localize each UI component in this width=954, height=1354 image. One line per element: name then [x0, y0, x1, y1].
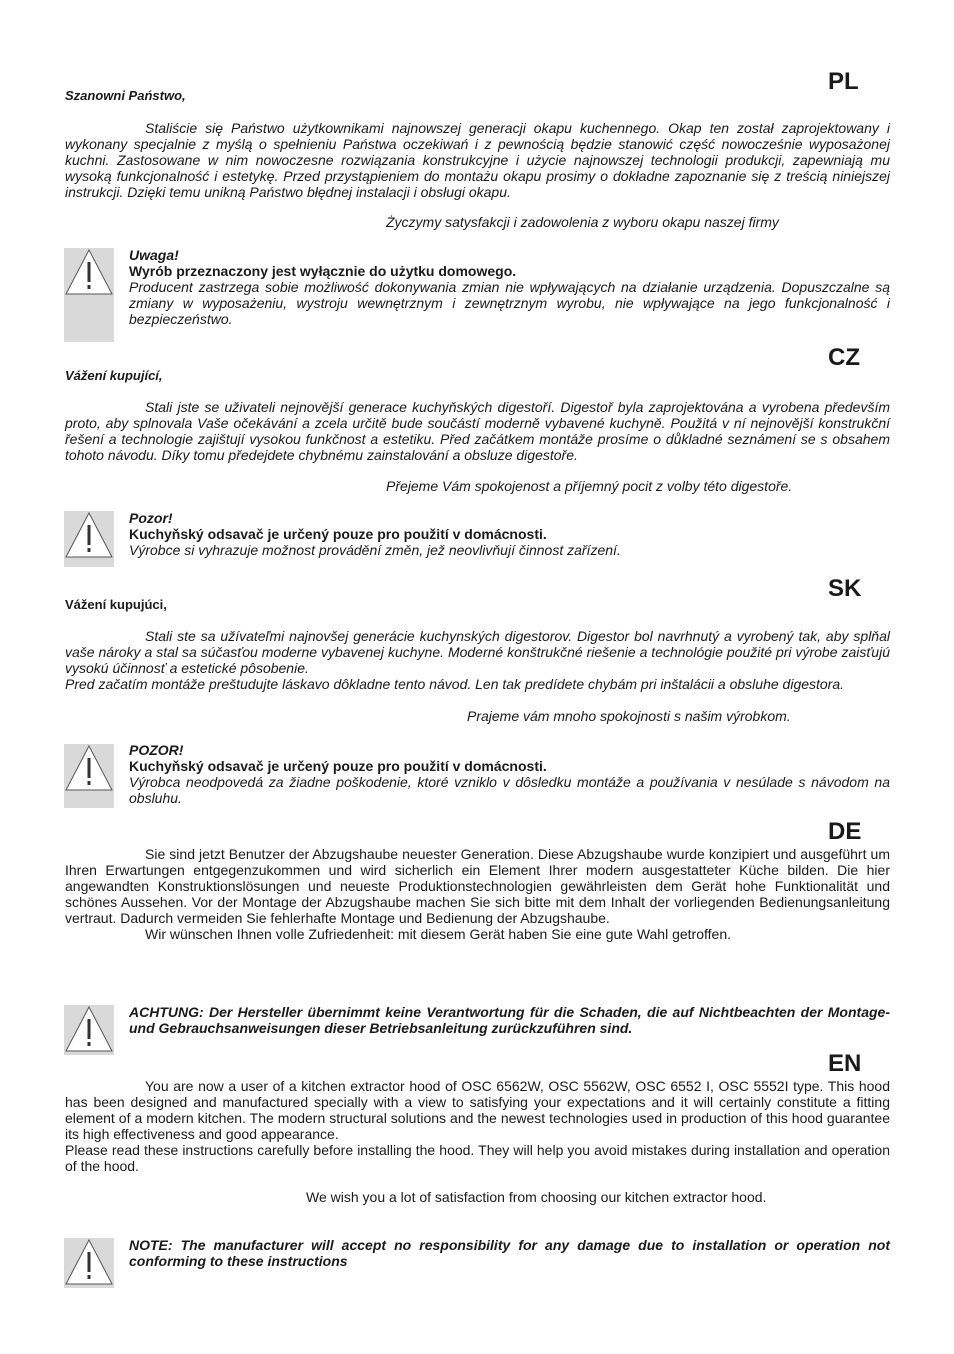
- warning-text-de: ACHTUNG: Der Hersteller übernimmt keine Verantwortung für die Schaden, die auf Nichtbeachten der Montage- und Gebrauchsanweisungen dieser Betriebsanleitung zurückzuführen sind.: [129, 1004, 890, 1036]
- warning-triangle-icon: [64, 511, 114, 561]
- warning-text-cz: Výrobce si vyhrazuje možnost provádění změn, jež neovlivňují činnost zařízení.: [129, 542, 621, 558]
- warning-box-cz: [64, 511, 114, 567]
- warning-box-en: [64, 1238, 114, 1288]
- intro-paragraph-en: [65, 1078, 890, 1174]
- wish-sk: Prajeme vám mnoho spokojnosti s našim výrobkom.: [467, 708, 791, 724]
- language-code-de: DE: [828, 818, 862, 845]
- intro-text-cz: Stali jste se uživateli nejnovější generace kuchyňských digestoří. Digestoř byla zaprojektována a vyrobena především proto, aby splnovala Vaše očekávání a zcela určitě bude součástí moderně vybavené kuchyně. Použitá v ní nejnovější konstrukční řešení a technologie zajištují vysokou funkčnost a estetiku. Před začátkem montáže prosíme o důkladné seznámení se s obsahem tohoto návodu. Díky tomu předejdete chybnému zainstalování a obsluze digestoře.: [65, 399, 890, 463]
- intro-paragraph-sk: [65, 628, 890, 692]
- intro-text-pl: Staliście się Państwo użytkownikami najnowszej generacji okapu kuchennego. Okap ten został zaprojektowany i wykonany specjalnie z myślą o spełnieniu Państwa oczekiwań i z pewnością będzie stanowić część nowocześnie wyposażonej kuchni. Zastosowane w nim nowoczesne rozwiązania konstrukcyjne i użycie najnowszej technologii produkcji, zapewniają mu wysoką funkcjonalność i estetykę. Przed przystąpieniem do montażu okapu prosimy o dokładne zapoznanie się z treścią niniejszej instrukcji. Dzięki temu unikną Państwo błędnej instalacji i obsługi okapu.: [65, 120, 890, 200]
- warning-triangle-icon: [64, 248, 114, 298]
- warning-note-sk: [129, 742, 890, 806]
- language-code-pl: PL: [828, 68, 859, 95]
- language-code-cz: CZ: [828, 344, 860, 371]
- intro-paragraph-pl: [65, 120, 890, 200]
- wish-pl: Życzymy satysfakcji i zadowolenia z wyboru okapu naszej firmy: [386, 214, 779, 230]
- greeting-pl: Szanowni Państwo,: [65, 88, 186, 103]
- warning-box-pl: [64, 248, 114, 342]
- intro-paragraph-cz: [65, 399, 890, 463]
- greeting-cz: Vážení kupující,: [65, 368, 163, 383]
- warning-title-cz: Pozor!: [129, 510, 173, 526]
- warning-bold-sk: Kuchyňský odsavač je určený pouze pro použití v domácnosti.: [129, 758, 547, 774]
- warning-triangle-icon: [64, 1238, 114, 1288]
- language-code-en: EN: [828, 1050, 862, 1077]
- intro-text-sk-2: Pred začatím montáže preštudujte láskavo dôkladne tento návod. Len tak predídete chybám pri inštalácii a obsluhe digestora.: [65, 676, 845, 692]
- warning-bold-pl: Wyrób przeznaczony jest wyłącznie do użytku domowego.: [129, 263, 517, 279]
- greeting-sk: Vážení kupujúci,: [65, 597, 167, 612]
- warning-bold-cz: Kuchyňský odsavač je určený pouze pro použití v domácnosti.: [129, 526, 547, 542]
- warning-box-de: [64, 1005, 114, 1055]
- warning-triangle-icon: [64, 744, 114, 794]
- intro-text-sk: Stali ste sa užívateľmi najnovšej generácie kuchynských digestorov. Digestor bol navrhnutý a vyrobený tak, aby splňal vaše nároky a stal sa súčasťou moderne vybavenej kuchyne. Moderné konštrukčné riešenie a technológie použité pri výrobe zaisťujú vysokú účinnosť a estetické pôsobenie.: [65, 628, 890, 676]
- warning-text-sk: Výrobca neodpovedá za žiadne poškodenie, ktoré vzniklo v dôsledku montáže a používania v nesúlade s návodom na obsluhu.: [129, 774, 890, 806]
- wish-en: We wish you a lot of satisfaction from choosing our kitchen extractor hood.: [306, 1189, 767, 1205]
- intro-paragraph-de: [65, 846, 890, 942]
- intro-text-en: You are now a user of a kitchen extractor hood of OSC 6562W, OSC 5562W, OSC 6552 I, OSC 5552I type. This hood has been designed and manufactured specially with a view to satisfying your expectations and it will certainly constitute a fitting element of a modern kitchen. The modern structural solutions and the newest technologies used in production of this hood guarantee its high effectiveness and good appearance.: [65, 1078, 890, 1142]
- warning-note-de: [129, 1004, 890, 1036]
- warning-note-en: [129, 1237, 890, 1269]
- language-code-sk: SK: [828, 575, 862, 602]
- warning-text-pl: Producent zastrzega sobie możliwość dokonywania zmian nie wpływających na działanie urządzenia. Dopuszczalne są zmiany w wyposażeniu, wystroju wewnętrznym i zewnętrznym wyrobu, nie wpływające na jego funkcjonalność i bezpieczeństwo.: [129, 279, 890, 327]
- warning-triangle-icon: [64, 1005, 114, 1055]
- warning-text-en: NOTE: The manufacturer will accept no responsibility for any damage due to installation or operation not conforming to these instructions: [129, 1237, 890, 1269]
- warning-note-cz: [129, 510, 890, 558]
- warning-title-sk: POZOR!: [129, 742, 184, 758]
- warning-note-pl: [129, 247, 890, 327]
- wish-de: Wir wünschen Ihnen volle Zufriedenheit: mit diesem Gerät haben Sie eine gute Wahl getroffen.: [145, 926, 731, 942]
- intro-text-en-2: Please read these instructions carefully before installing the hood. They will help you avoid mistakes during installation and operation of the hood.: [65, 1142, 890, 1174]
- wish-cz: Přejeme Vám spokojenost a příjemný pocit z volby této digestoře.: [386, 478, 793, 494]
- warning-box-sk: [64, 744, 114, 808]
- warning-title-pl: Uwaga!: [129, 247, 179, 263]
- intro-text-de: Sie sind jetzt Benutzer der Abzugshaube neuester Generation. Diese Abzugshaube wurde konzipiert und ausgeführt um Ihren Erwartungen entgegenzukommen und wird sicherlich ein Element Ihrer modern ausgestatteter Küche bilden. Die hier angewandten Konstruktionslösungen und neueste Produktionstechnologien gewährleisten dem Gerät hohe Funktionalität und schönes Aussehen. Vor der Montage der Abzugshaube machen Sie sich bitte mit dem Inhalt der vorliegenden Bedienungsanleitung vertraut. Dadurch vermeiden Sie fehlerhafte Montage und Bedienung der Abzugshaube.: [65, 846, 890, 926]
